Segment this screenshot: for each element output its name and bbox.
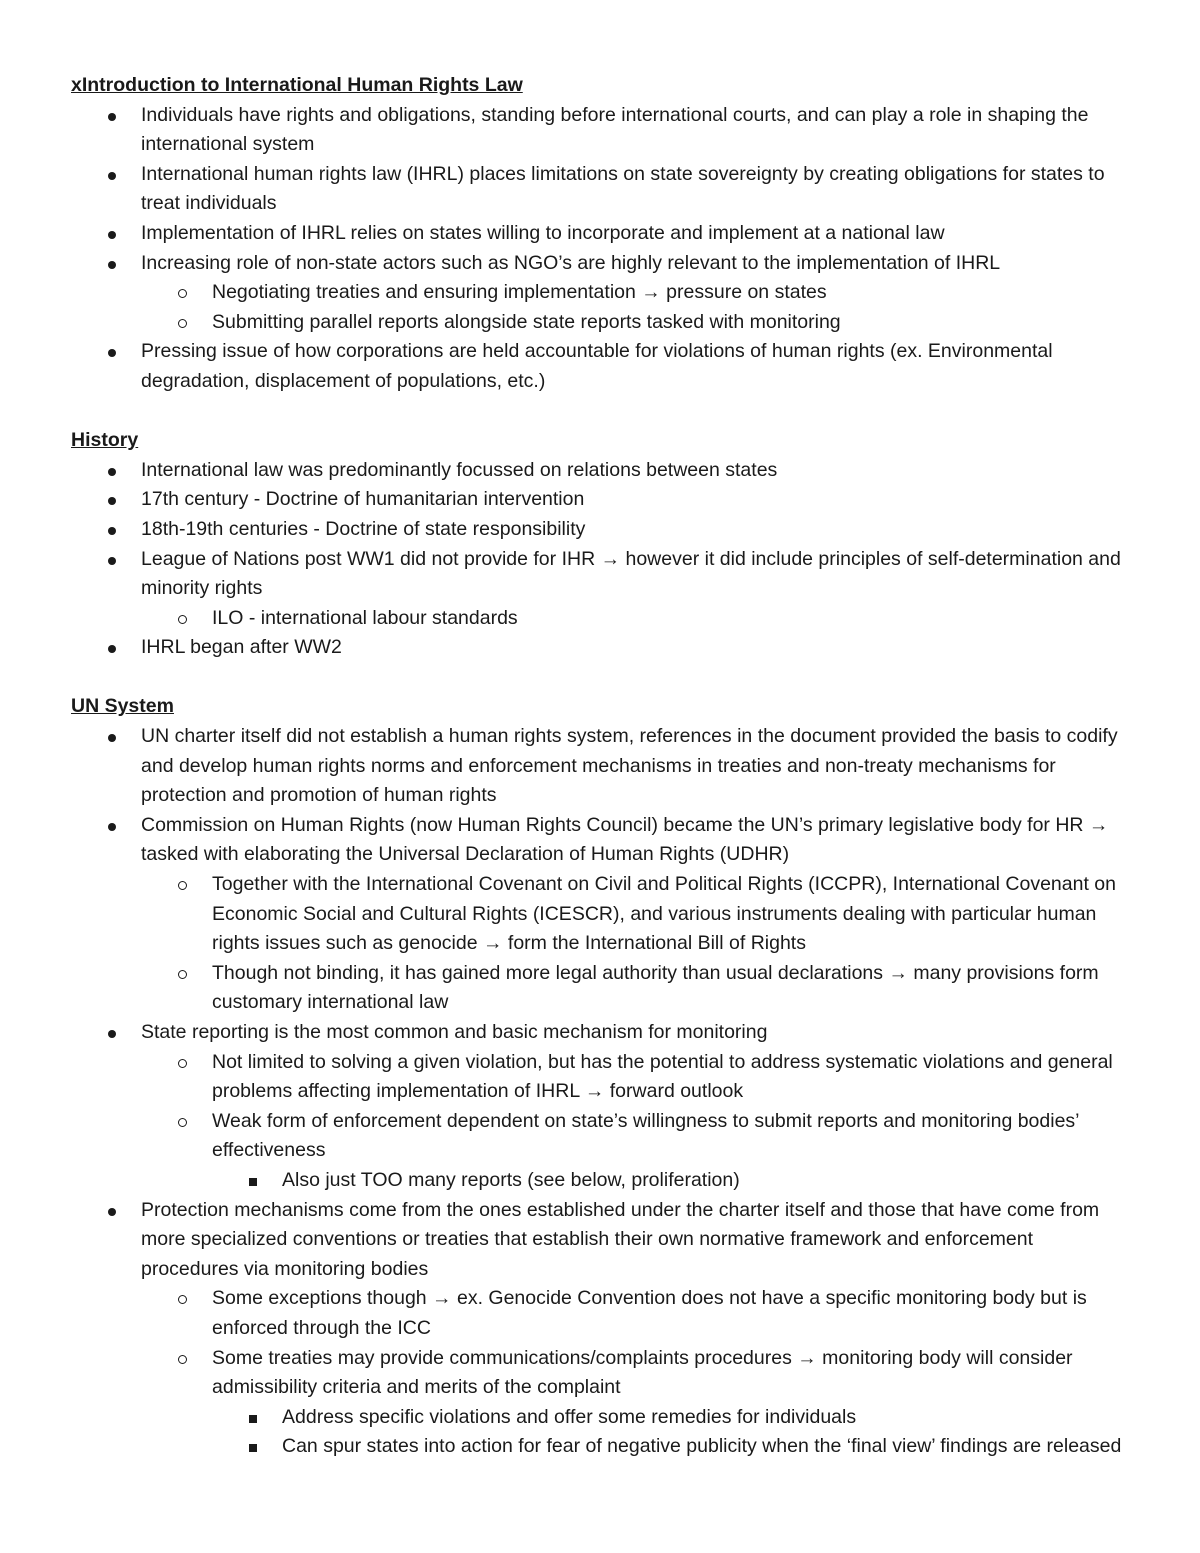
list-item-text: League of Nations post WW1 did not provide for IHR → however it did include principles of self-determination and minority rights <box>141 547 1121 600</box>
bullet-disc-icon <box>108 113 116 121</box>
list-item-text: Some exceptions though → ex. Genocide Convention does not have a specific monitoring body but is enforced through the ICC <box>212 1287 1087 1339</box>
list-item-text: Not limited to solving a given violation, but has the potential to address systematic violations and general problems affecting implementation of IHRL → forward outlook <box>212 1050 1113 1103</box>
list-item-text: 18th-19th centuries - Doctrine of state responsibility <box>141 517 586 540</box>
list-item <box>71 959 1131 1018</box>
list-item-text: International law was predominantly focussed on relations between states <box>141 458 778 481</box>
list-item <box>71 278 1131 308</box>
bullet-square-icon <box>249 1415 257 1423</box>
bullet-disc-icon <box>108 497 116 505</box>
list-item <box>71 1107 1131 1166</box>
list-item <box>71 249 1131 279</box>
list-item <box>71 870 1131 959</box>
list-item-text: Though not binding, it has gained more legal authority than usual declarations → many provisions form customary international law <box>212 961 1099 1014</box>
list-item-text: Negotiating treaties and ensuring implementation → pressure on states <box>212 281 827 304</box>
bullet-circle-icon <box>178 1355 187 1364</box>
bullet-circle-icon <box>178 1059 187 1068</box>
section-spacer <box>71 397 1131 427</box>
bullet-disc-icon <box>108 172 116 180</box>
bullet-circle-icon <box>178 319 187 328</box>
bullet-disc-icon <box>108 231 116 239</box>
bullet-square-icon <box>249 1444 257 1452</box>
list-item <box>71 337 1131 396</box>
list-item <box>71 1048 1131 1107</box>
list-item <box>71 1018 1131 1048</box>
list-item <box>71 1432 1131 1462</box>
section-heading: xIntroduction to International Human Rights Law <box>71 74 523 96</box>
list-item <box>71 515 1131 545</box>
list-item-text: IHRL began after WW2 <box>141 636 342 659</box>
bullet-disc-icon <box>108 734 116 742</box>
bullet-circle-icon <box>178 1118 187 1127</box>
list-item-text: Also just TOO many reports (see below, proliferation) <box>282 1168 740 1191</box>
list-item <box>71 1166 1131 1196</box>
bullet-disc-icon <box>108 645 116 653</box>
list-item-text: International human rights law (IHRL) places limitations on state sovereignty by creating obligations for states to treat individuals <box>141 162 1105 215</box>
list-item <box>71 1196 1131 1285</box>
list-item-text: Submitting parallel reports alongside state reports tasked with monitoring <box>212 310 841 333</box>
list-item <box>71 456 1131 486</box>
list-item <box>71 545 1131 604</box>
bullet-circle-icon <box>178 970 187 979</box>
bullet-disc-icon <box>108 527 116 535</box>
bullet-disc-icon <box>108 349 116 357</box>
list-item <box>71 604 1131 634</box>
bullet-disc-icon <box>108 823 116 831</box>
bullet-circle-icon <box>178 881 187 890</box>
list-item <box>71 160 1131 219</box>
bullet-disc-icon <box>108 1208 116 1216</box>
list-item <box>71 633 1131 663</box>
bullet-disc-icon <box>108 468 116 476</box>
list-item <box>71 308 1131 338</box>
section-heading: UN System <box>71 695 174 718</box>
list-item-text: Some treaties may provide communications/complaints procedures → monitoring body will consider admissibility criteria and merits of the complaint <box>212 1346 1073 1399</box>
list-item-text: Commission on Human Rights (now Human Rights Council) became the UN’s primary legislative body for HR → tasked with elaborating the Universal Declaration of Human Rights (UDHR) <box>141 813 1109 866</box>
list-item-text: Weak form of enforcement dependent on state’s willingness to submit reports and monitoring bodies’ effectiveness <box>212 1109 1079 1162</box>
list-item-text: Address specific violations and offer some remedies for individuals <box>282 1405 857 1428</box>
section-heading: History <box>71 429 139 452</box>
bullet-disc-icon <box>108 557 116 565</box>
list-item <box>71 1344 1131 1403</box>
list-item-text: Increasing role of non-state actors such as NGO’s are highly relevant to the implementation of IHRL <box>141 251 1001 274</box>
list-item-text: UN charter itself did not establish a human rights system, references in the document provided the basis to codify and develop human rights norms and enforcement mechanisms in treaties and non-treaty mechanisms for protection and promotion of human rights <box>141 725 1118 807</box>
list-item-text: Together with the International Covenant on Civil and Political Rights (ICCPR), International Covenant on Economic Social and Cultural Rights (ICESCR), and various instruments dealing with particular human rights issues such as genocide → form the International Bill of Rights <box>212 873 1116 955</box>
list-item-text: 17th century - Doctrine of humanitarian intervention <box>141 488 585 511</box>
bullet-circle-icon <box>178 615 187 624</box>
bullet-circle-icon <box>178 289 187 298</box>
list-item-text: Pressing issue of how corporations are held accountable for violations of human rights (ex. Environmental degradation, displacement of populations, etc.) <box>141 340 1053 392</box>
bullet-disc-icon <box>108 261 116 269</box>
list-item-text: Protection mechanisms come from the ones established under the charter itself and those that have come from more specialized conventions or treaties that establish their own normative framework and enforcement procedures via monitoring bodies <box>141 1198 1100 1280</box>
list-item <box>71 219 1131 249</box>
list-item <box>71 722 1131 811</box>
list-item-text: Individuals have rights and obligations, standing before international courts, and can play a role in shaping the international system <box>141 103 1089 156</box>
list-item-text: ILO - international labour standards <box>212 606 518 629</box>
list-item-text: Can spur states into action for fear of negative publicity when the ‘final view’ findings are released <box>282 1435 1122 1458</box>
bullet-circle-icon <box>178 1295 187 1304</box>
list-item <box>71 1403 1131 1433</box>
list-item-text: State reporting is the most common and basic mechanism for monitoring <box>141 1021 768 1043</box>
list-item <box>71 1284 1131 1343</box>
bullet-square-icon <box>249 1178 257 1186</box>
list-item <box>71 485 1131 515</box>
list-item-text: Implementation of IHRL relies on states willing to incorporate and implement at a national law <box>141 221 945 244</box>
list-item <box>71 101 1131 160</box>
list-item <box>71 811 1131 870</box>
bullet-disc-icon <box>108 1030 116 1038</box>
section-spacer <box>71 663 1131 693</box>
